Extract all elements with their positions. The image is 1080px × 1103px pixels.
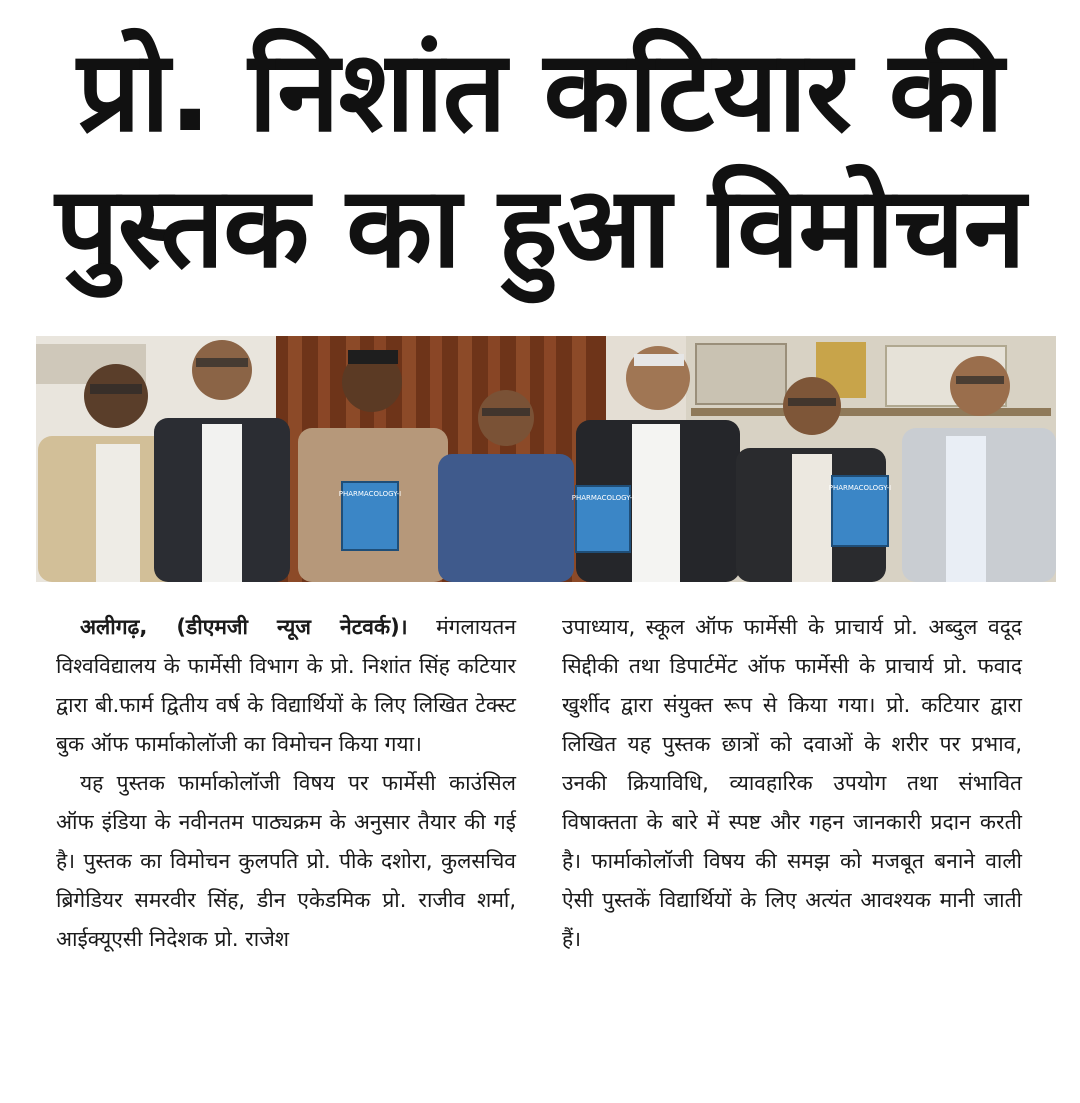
book-cover-right	[829, 476, 892, 546]
book-cover-left	[339, 482, 402, 550]
headline-line-1: प्रो. निशांत कटियार की	[77, 27, 1003, 157]
article-column-right	[562, 608, 1022, 959]
article-paragraph-3: उपाध्याय, स्कूल ऑफ फार्मेसी के प्राचार्य प्रो. अब्दुल वदूद सिद्दीकी तथा डिपार्टमेंट ऑफ फार्मेसी के प्राचार्य प्रो. फवाद खुर्शीद द्वारा संयुक्त रूप से किया गया। प्रो. कटियार द्वारा लिखित यह पुस्तक छात्रों को दवाओं के शरीर पर प्रभाव, उनकी क्रियाविधि, व्यावहारिक उपयोग तथा संभावित विषाक्तता के बारे में स्पष्ट और गहन जानकारी प्रदान करती है। फार्माकोलॉजी विषय की समझ को मजबूत बनाने वाली ऐसी पुस्तकें विद्यार्थियों के लिए अत्यंत आवश्यक मानी जाती हैं।	[562, 615, 1022, 951]
article-paragraph-1: मंगलायतन विश्वविद्यालय के फार्मेसी विभाग के प्रो. निशांत सिंह कटियार द्वारा बी.फार्म द्वितीय वर्ष के विद्यार्थियों के लिए लिखित टेक्स्ट बुक ऑफ फार्माकोलॉजी का विमोचन किया गया।	[56, 615, 516, 756]
news-photo	[36, 336, 1056, 582]
book-title: PHARMACOLOGY-I	[571, 494, 635, 502]
photo-illustration	[36, 336, 1056, 582]
article-column-left	[56, 608, 516, 959]
headline-line-2: पुस्तक का हुआ विमोचन	[55, 163, 1025, 293]
dateline: अलीगढ़, (डीएमजी न्यूज नेटवर्क)।	[80, 615, 408, 639]
article-paragraph-2: यह पुस्तक फार्माकोलॉजी विषय पर फार्मेसी काउंसिल ऑफ इंडिया के नवीनतम पाठ्यक्रम के अनुसार तैयार की गई है। पुस्तक का विमोचन कुलपति प्रो. पीके दशोरा, कुलसचिव ब्रिगेडियर समरवीर सिंह, डीन एकेडमिक प्रो. राजीव शर्मा, आईक्यूएसी निदेशक प्रो. राजेश	[56, 771, 516, 951]
book-title: PHARMACOLOGY-I	[338, 490, 402, 498]
book-title: PHARMACOLOGY-I	[828, 484, 892, 492]
book-cover-center	[572, 486, 635, 552]
